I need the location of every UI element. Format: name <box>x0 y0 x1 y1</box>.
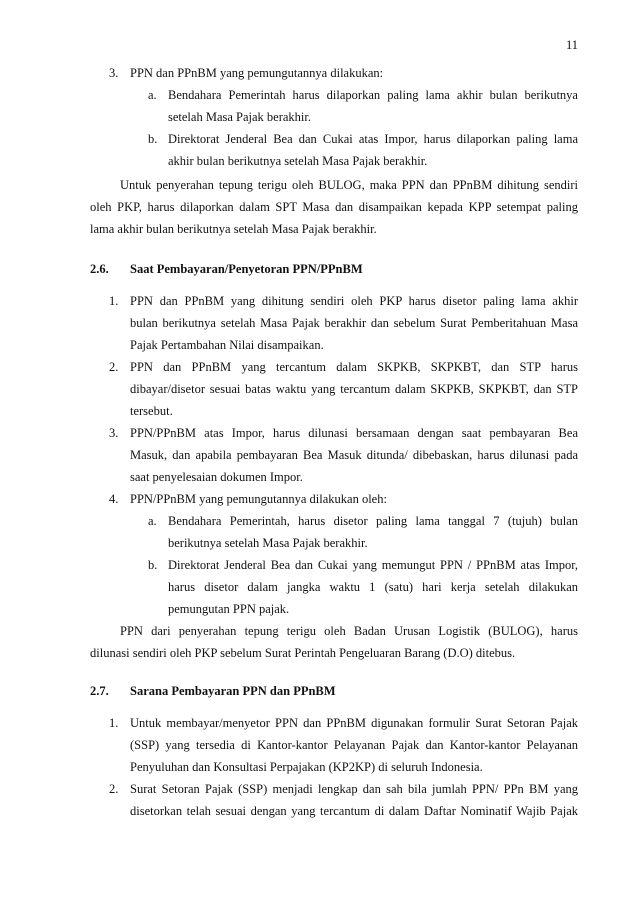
sub-list-item <box>168 128 578 172</box>
list-item <box>130 712 578 778</box>
sub-list-label: b. <box>148 132 158 146</box>
text-line: (SSP) yang tersedia di Kantor-kantor Pelayanan Pajak dan Kantor-kantor Pelayanan <box>130 738 578 752</box>
section-number: 2.6. <box>90 262 109 276</box>
list-number: 2. <box>109 360 119 374</box>
paragraph <box>90 620 578 664</box>
text-line: PPN dari penyerahan tepung terigu oleh Badan Urusan Logistik (BULOG), harus <box>120 624 578 638</box>
section-title: Sarana Pembayaran PPN dan PPnBM <box>130 684 336 698</box>
sub-list-item <box>168 554 578 620</box>
text-line: lama akhir bulan berikutnya setelah Masa Pajak berakhir. <box>90 222 377 236</box>
sub-list-item <box>168 510 578 554</box>
list-item-text: PPN/PPnBM yang pemungutannya dilakukan oleh: <box>130 492 387 506</box>
list-number: 3. <box>109 66 119 80</box>
text-line: dilunasi sendiri oleh PKP sebelum Surat Perintah Pengeluaran Barang (D.O) ditebus. <box>90 646 516 660</box>
text-line: Bendahara Pemerintah, harus disetor paling lama tanggal 7 (tujuh) bulan <box>168 514 578 528</box>
text-line: Pajak Pertambahan Nilai disampaikan. <box>130 338 324 352</box>
text-line: PPN/PPnBM atas Impor, harus dilunasi bersamaan dengan saat pembayaran Bea <box>130 426 578 440</box>
list-item <box>130 290 578 356</box>
list-number: 1. <box>109 294 119 308</box>
list-item-text: PPN dan PPnBM yang pemungutannya dilakukan: <box>130 66 384 80</box>
text-line: Direktorat Jenderal Bea dan Cukai atas Impor, harus dilaporkan paling lama <box>168 132 578 146</box>
sub-list-label: a. <box>148 514 157 528</box>
text-line: Masuk, dan apabila pembayaran Bea Masuk ditunda/ dibebaskan, harus dilunasi pada <box>130 448 578 462</box>
sub-list-label: b. <box>148 558 158 572</box>
sub-list-label: a. <box>148 88 157 102</box>
list-number: 2. <box>109 782 119 796</box>
list-item <box>130 422 578 488</box>
text-line: berikutnya setelah Masa Pajak berakhir. <box>168 536 368 550</box>
section-number: 2.7. <box>90 684 109 698</box>
text-line: akhir bulan berikutnya setelah Masa Pajak berakhir. <box>168 154 428 168</box>
text-line: saat penyelesaian dokumen Impor. <box>130 470 303 484</box>
text-line: Untuk membayar/menyetor PPN dan PPnBM digunakan formulir Surat Setoran Pajak <box>130 716 578 730</box>
text-line: PPN dan PPnBM yang tercantum dalam SKPKB, SKPKBT, dan STP harus <box>130 360 578 374</box>
list-number: 4. <box>109 492 119 506</box>
text-line: bulan berikutnya setelah Masa Pajak berakhir dan sebelum Surat Pemberitahuan Masa <box>130 316 578 330</box>
list-item <box>130 356 578 422</box>
text-line: Bendahara Pemerintah harus dilaporkan paling lama akhir bulan berikutnya <box>168 88 578 102</box>
sub-list-item <box>168 84 578 128</box>
section-title: Saat Pembayaran/Penyetoran PPN/PPnBM <box>130 262 363 276</box>
text-line: pemungutan PPN pajak. <box>168 602 290 616</box>
text-line: disetorkan telah sesuai dengan yang tercantum di dalam Daftar Nominatif Wajib Pajak <box>130 804 578 818</box>
text-line: PPN dan PPnBM yang dihitung sendiri oleh PKP harus disetor paling lama akhir <box>130 294 578 308</box>
text-line: oleh PKP, harus dilaporkan dalam SPT Masa dan disampaikan kepada KPP setempat paling <box>90 200 578 214</box>
text-line: Surat Setoran Pajak (SSP) menjadi lengkap dan sah bila jumlah PPN/ PPn BM yang <box>130 782 578 796</box>
page-number: 11 <box>565 38 578 52</box>
text-line: Untuk penyerahan tepung terigu oleh BULOG, maka PPN dan PPnBM dihitung sendiri <box>120 178 578 192</box>
text-line: dibayar/disetor sesuai batas waktu yang tercantum dalam SKPKB, SKPKBT, dan STP <box>130 382 578 396</box>
list-number: 3. <box>109 426 119 440</box>
text-line: Penyuluhan dan Konsultasi Perpajakan (KP2KP) di seluruh Indonesia. <box>130 760 483 774</box>
list-item <box>130 778 578 822</box>
text-line: tersebut. <box>130 404 173 418</box>
list-number: 1. <box>109 716 119 730</box>
text-line: Direktorat Jenderal Bea dan Cukai yang memungut PPN / PPnBM atas Impor, <box>168 558 578 572</box>
paragraph <box>90 174 578 240</box>
text-line: setelah Masa Pajak berakhir. <box>168 110 312 124</box>
text-line: harus disetor dalam jangka waktu 1 (satu) hari kerja setelah dilakukan <box>168 580 578 594</box>
